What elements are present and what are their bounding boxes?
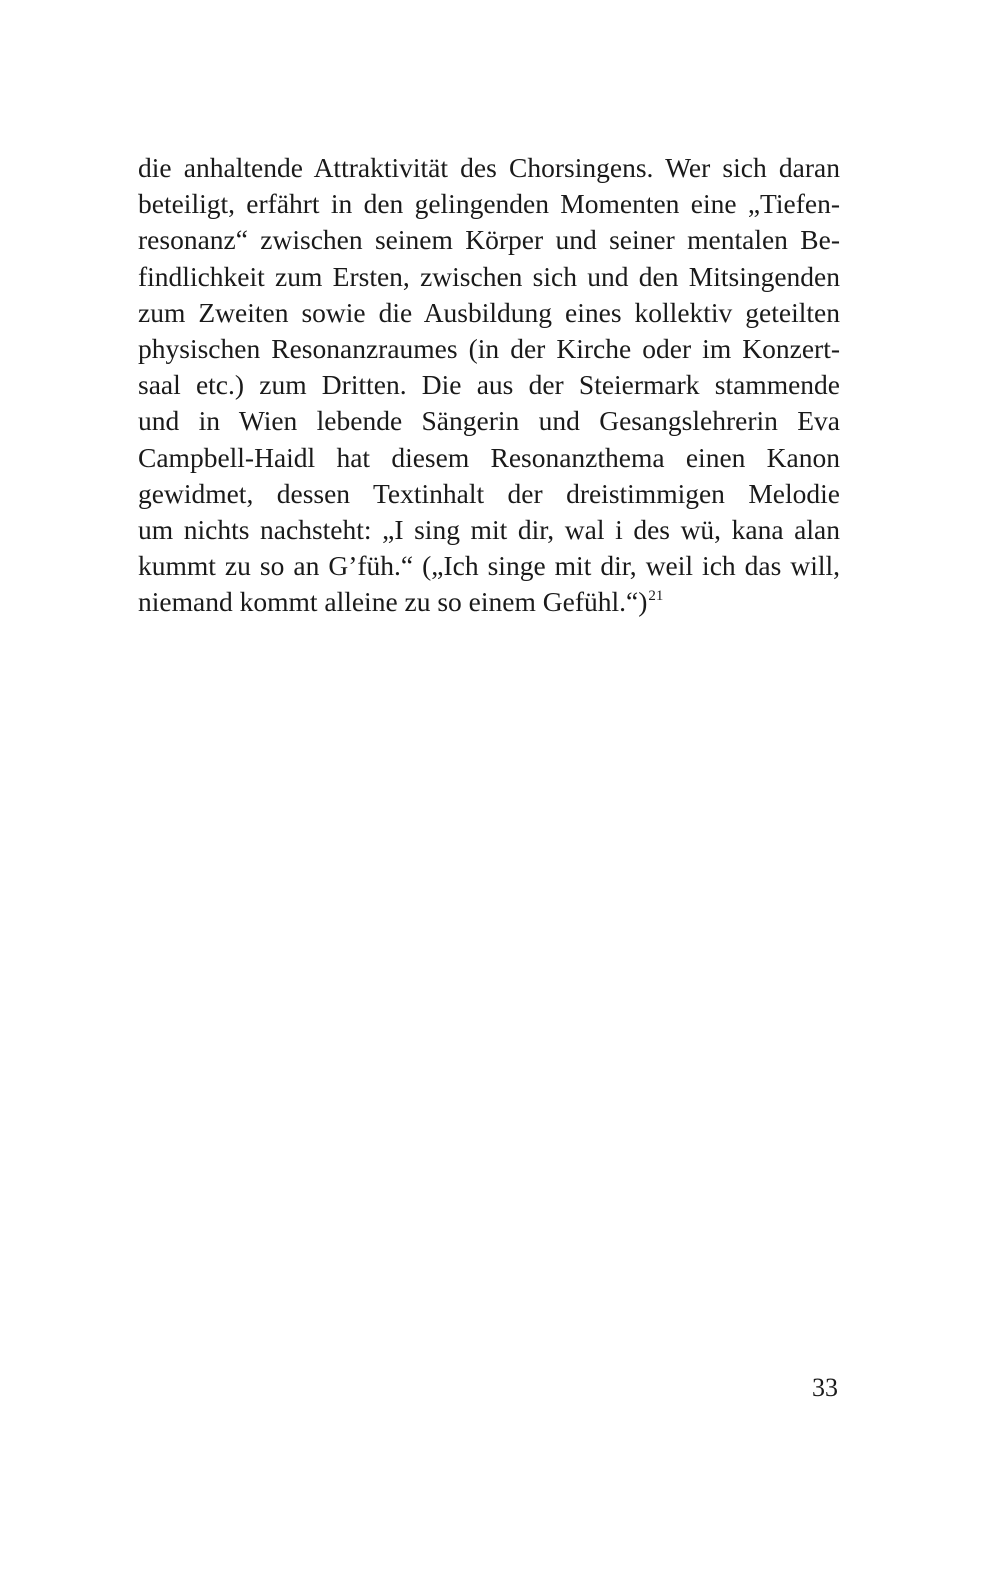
body-paragraph	[138, 150, 840, 620]
text-line: saal etc.) zum Dritten. Die aus der Steiermark stammende	[138, 369, 840, 401]
text-line: resonanz“ zwischen seinem Körper und seiner mentalen Be-	[138, 224, 840, 256]
text-line: beteiligt, erfährt in den gelingenden Momenten eine „Tiefen-	[138, 188, 840, 220]
text-line: und in Wien lebende Sängerin und Gesangslehrerin Eva	[138, 405, 840, 437]
text-line: die anhaltende Attraktivität des Chorsingens. Wer sich daran	[138, 152, 840, 183]
text-line: zum Zweiten sowie die Ausbildung eines kollektiv geteilten	[138, 296, 840, 328]
page-number: 33	[812, 1373, 838, 1402]
text-line: Campbell-Haidl hat diesem Resonanzthema einen Kanon	[138, 441, 840, 473]
text-line: gewidmet, dessen Textinhalt der dreistimmigen Melodie	[138, 477, 840, 509]
text-line: findlichkeit zum Ersten, zwischen sich und den Mitsingenden	[138, 260, 840, 292]
text-line: physischen Resonanzraumes (in der Kirche oder im Konzert-	[138, 332, 840, 364]
text-line: kummt zu so an G’füh.“ („Ich singe mit dir, weil ich das will,	[138, 550, 840, 582]
text-line-last	[138, 584, 840, 620]
text-line-final: niemand kommt alleine zu so einem Gefühl.“)	[138, 586, 648, 618]
text-line: um nichts nachsteht: „I sing mit dir, wal i des wü, kana alan	[138, 513, 840, 545]
footnote-reference[interactable]: 21	[648, 588, 664, 605]
